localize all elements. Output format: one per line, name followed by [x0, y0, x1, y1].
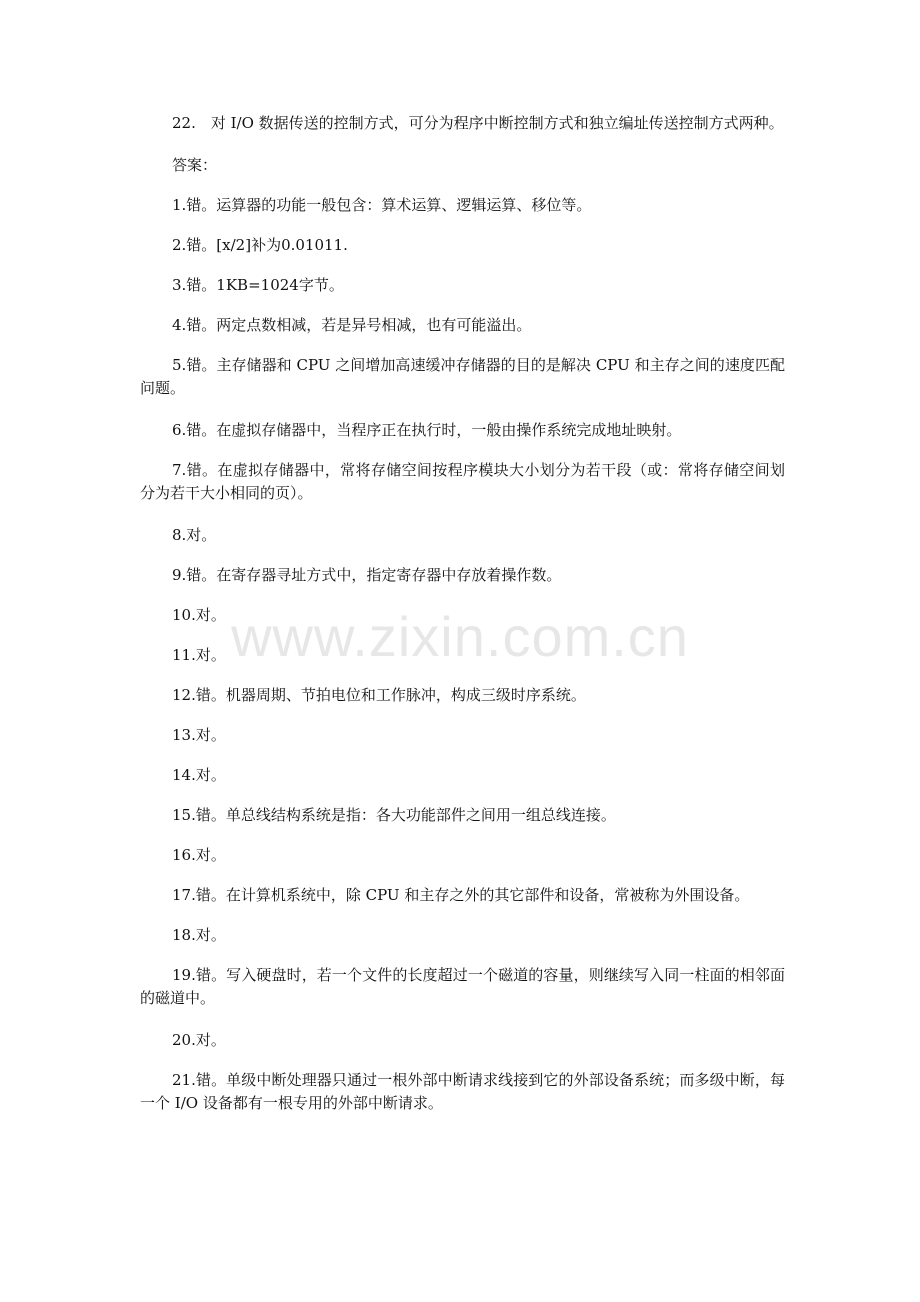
answer-item-12: 12.错。机器周期、节拍电位和工作脉冲，构成三级时序系统。: [172, 686, 586, 704]
answer-item-8: 8.对。: [172, 526, 217, 544]
answer-item-3: 3.错。1KB=1024字节。: [172, 276, 344, 294]
answer-item-19: 19.错。写入硬盘时，若一个文件的长度超过一个磁道的容量，则继续写入同一柱面的相邻面的磁道中。: [140, 966, 785, 1007]
answer-item-10: 10.对。: [172, 606, 226, 624]
answer-item-11: 11.对。: [172, 646, 226, 664]
answer-item-2: 2.错。[x/2]补为0.01011.: [172, 236, 348, 254]
answer-item-14: 14.对。: [172, 766, 226, 784]
answer-item-13: 13.对。: [172, 726, 226, 744]
answer-header: 答案：: [172, 156, 218, 174]
answer-item-17: 17.错。在计算机系统中，除 CPU 和主存之外的其它部件和设备，常被称为外围设备。: [172, 886, 750, 904]
answer-item-20: 20.对。: [172, 1031, 226, 1049]
question-22: 22. 对 I/O 数据传送的控制方式，可分为程序中断控制方式和独立编址传送控制方式两种。: [172, 114, 784, 132]
answer-item-15: 15.错。单总线结构系统是指：各大功能部件之间用一组总线连接。: [172, 806, 616, 824]
answer-item-7: 7.错。在虚拟存储器中，常将存储空间按程序模块大小划分为若干段（或：常将存储空间划分为若干大小相同的页）。: [140, 461, 785, 502]
watermark-text: www.zixin.com.cn: [231, 605, 689, 668]
answer-item-16: 16.对。: [172, 846, 226, 864]
document-body: [140, 112, 785, 1134]
answer-item-5: 5.错。主存储器和 CPU 之间增加高速缓冲存储器的目的是解决 CPU 和主存之间的速度匹配问题。: [140, 356, 785, 397]
answer-item-18: 18.对。: [172, 926, 226, 944]
answer-item-1: 1.错。运算器的功能一般包含：算术运算、逻辑运算、移位等。: [172, 196, 592, 214]
answer-item-4: 4.错。两定点数相减，若是异号相减，也有可能溢出。: [172, 316, 532, 334]
answer-item-21: 21.错。单级中断处理器只通过一根外部中断请求线接到它的外部设备系统；而多级中断，每一个 I/O 设备都有一根专用的外部中断请求。: [140, 1071, 785, 1112]
answer-item-9: 9.错。在寄存器寻址方式中，指定寄存器中存放着操作数。: [172, 566, 562, 584]
answer-item-6: 6.错。在虚拟存储器中，当程序正在执行时，一般由操作系统完成地址映射。: [172, 421, 682, 439]
